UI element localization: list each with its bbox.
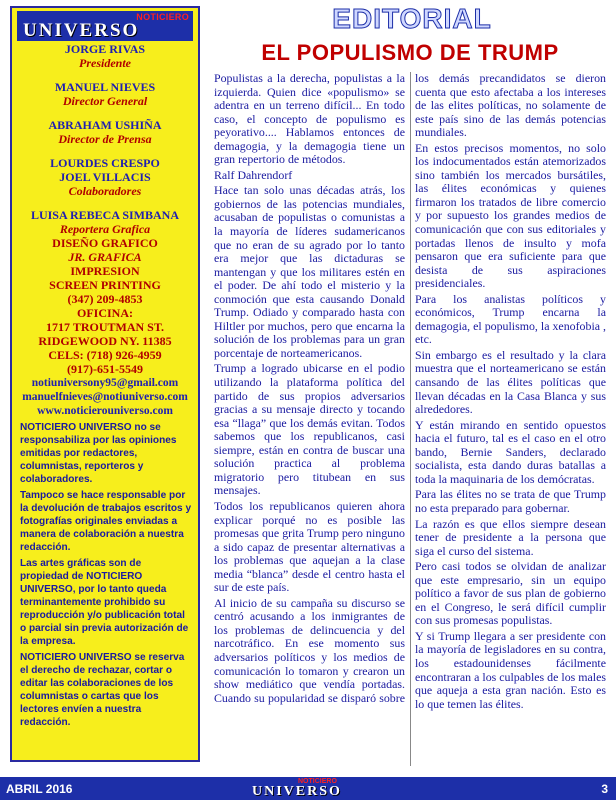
masthead-logo xyxy=(17,11,193,41)
article-paragraph: Al inicio de su campaña su discurso se centró acusando a los inmigrantes de los problemas de delincuencia y del narcotráfico. En ese momento sus adversarios políticos y los medios de comunicación lo tomaron y crearon un show mediático que vendía portadas. Cuando su popularidad se disparó sobre los demás precandidatos se dieron cuenta que esto afectaba a los intereses de las elites políticas, no solamente de este país sino de las demás potencias mundiales. xyxy=(214,72,606,705)
office-city: RIDGEWOOD NY. 11385 xyxy=(38,334,172,348)
disclaimer xyxy=(12,418,198,729)
article-paragraph: Y si Trump llegara a ser presidente con la mayoría de legisladores en su contra, los estadounidenses fácilmente encontraran a los culpables de los males que aqueja a esta gran nación. Esto es lo que temen las élites. xyxy=(415,628,606,711)
footer-date: ABRIL 2016 xyxy=(6,782,73,796)
logo-word: UNIVERSO xyxy=(23,20,140,41)
design-label: DISEÑO GRAFICO xyxy=(52,236,158,250)
disclaimer-paragraph: Las artes gráficas son de propiedad de NOTICIERO UNIVERSO, por lo tanto queda terminantemente prohibido su reproducción y/o publicación total o parcial sin previa autorización de la empresa. xyxy=(20,558,189,647)
article-paragraph: Trump a logrado ubicarse en el podio utilizando la plataforma política del partido de sus propios adversarios gracias a su mensaje directo y tocando esa “llaga” que los demás evitan. Todos sabemos que los republicanos, casi siempre, están en contra de buscar una solución practica al problema migratorio pero titubean en sus mensajes. xyxy=(214,361,405,498)
footer-logo xyxy=(248,778,368,799)
article-body xyxy=(214,72,606,766)
website-link[interactable]: www.noticierouniverso.com xyxy=(37,405,173,417)
print-phone: (347) 209-4853 xyxy=(67,292,143,306)
disclaimer-paragraph: NOTICIERO UNIVERSO no se responsabiliza por las opiniones emitidas por redactores, columnistas, reporteros y colaboradores. xyxy=(20,422,177,485)
section-heading: EDITORIAL xyxy=(332,3,492,34)
print-label: IMPRESION xyxy=(70,264,140,278)
print-value: SCREEN PRINTING xyxy=(49,278,161,292)
staff-role: Presidente xyxy=(79,56,131,70)
staff-name: ABRAHAM USHIÑA xyxy=(48,118,162,132)
email-link[interactable]: manuelfnieves@notiuniverso.com xyxy=(22,391,188,403)
staff-role: Reportera Grafica xyxy=(59,222,151,236)
staff-role: Colaboradores xyxy=(68,184,142,198)
article-paragraph: Para los analistas políticos y económicos, Trump encarna la demagogia, el populismo, la xenofobia , etc. xyxy=(415,291,606,347)
article-paragraph: Populistas a la derecha, populistas a la izquierda. Quien dice «populismo» se adentra en un terreno difícil... En todo caso, el concepto de populismo es peyorativo.... Hablamos entonces de demagogia, y la demagogia tiene un gran repertorio de métodos. xyxy=(214,72,405,167)
logo-tag: NOTICIERO xyxy=(136,12,189,22)
article-paragraph: Pero casi todos se olvidan de analizar que este empresario, sin un equipo político a favor de sus plan de gobierno en el Congreso, le será difícil cumplir con sus promesas populistas. xyxy=(415,559,606,628)
article-paragraph: Y están mirando en sentido opuestos hacia el futuro, tal es el caso en el otro bando, Bernie Sanders, declarado socialista, esta dando duras batallas a toda la maquinaria de los demócratas. xyxy=(415,417,606,486)
office-street: 1717 TROUTMAN ST. xyxy=(46,320,164,334)
article-paragraph: Sin embargo es el resultado y la clara muestra que el norteamericano se están cansando de las élites políticas que llevan décadas en la Casa Blanca y sus alrededores. xyxy=(415,347,606,417)
email-link[interactable]: notiuniversony95@gmail.com xyxy=(31,377,179,389)
staff-box xyxy=(10,6,200,762)
staff-name: JOEL VILLACIS xyxy=(59,170,151,184)
staff-name: LOURDES CRESPO xyxy=(50,156,160,170)
disclaimer-paragraph: NOTICIERO UNIVERSO se reserva el derecho de rechazar, cortar o editar las colaboraciones de los columnistas o cartas que los lectores envíen a nuestra redacción. xyxy=(20,652,185,728)
article-paragraph: La razón es que ellos siempre desean tener de presidente a la persona que siga el curso del sistema. xyxy=(415,516,606,558)
staff-name: MANUEL NIEVES xyxy=(54,80,156,94)
office-cels: CELS: (718) 926-4959 xyxy=(48,348,162,362)
office-label: OFICINA: xyxy=(77,306,133,320)
footer-logo-word: UNIVERSO xyxy=(252,784,342,799)
design-role: JR. GRAFICA xyxy=(68,250,142,264)
article-paragraph: Ralf Dahrendorf xyxy=(214,167,293,182)
article-title: EL POPULISMO DE TRUMP xyxy=(261,40,559,65)
article-paragraph: Hace tan solo unas décadas atrás, los gobiernos de las potencias mundiales, acusaban de populistas o comunistas a la mayoría de líderes sudamericanos que no eran de su agrado por lo tanto era mejor que las dictaduras se mantengan y que los militares estén en el poder. De ahí todo el misterio y la conmoción que esta causando Donald Trump. Odiado y comparado hasta con Hiltler por muchos, pero que encarna la solución de los problemas para un gran porcentaje de norteamericanos. xyxy=(214,183,405,360)
article-paragraph: En estos precisos momentos, no solo los indocumentados están atemorizados sino también los mercados bursátiles, las élites económicas y quienes firmaron los tratados de libre comercio y por supuesto los grandes medios de comunicación que con sus editoriales y portadas llenos de insulto y mofa pensaron que era suficiente para que desista de sus aspiraciones presidenciales. xyxy=(415,140,606,291)
staff-name: JORGE RIVAS xyxy=(64,42,146,56)
footer-logo-tag: NOTICIERO xyxy=(298,778,337,785)
staff-name: LUISA REBECA SIMBANA xyxy=(30,208,180,222)
staff-list xyxy=(12,41,198,418)
office-cel2: (917)-651-5549 xyxy=(67,362,143,376)
article-paragraph: Todos los republicanos quieren ahora explicar porqué no es posible las promesas que grita Trump pero ninguno a sido capaz de presentar alternativas a los problemas que aquejan a la clase media “blanca” desde el centro hasta el sur de este país. xyxy=(214,498,405,595)
disclaimer-paragraph: Tampoco se hace responsable por la devolución de trabajos escritos y fotografías originales enviadas a manera de colaboración a nuestra redacción. xyxy=(20,490,192,553)
article-paragraph: Para las élites no se trata de que Trump no esta preparado para gobernar. xyxy=(415,487,606,515)
staff-role: Director General xyxy=(62,94,148,108)
page-number: 3 xyxy=(601,782,608,796)
staff-role: Director de Prensa xyxy=(58,132,152,146)
